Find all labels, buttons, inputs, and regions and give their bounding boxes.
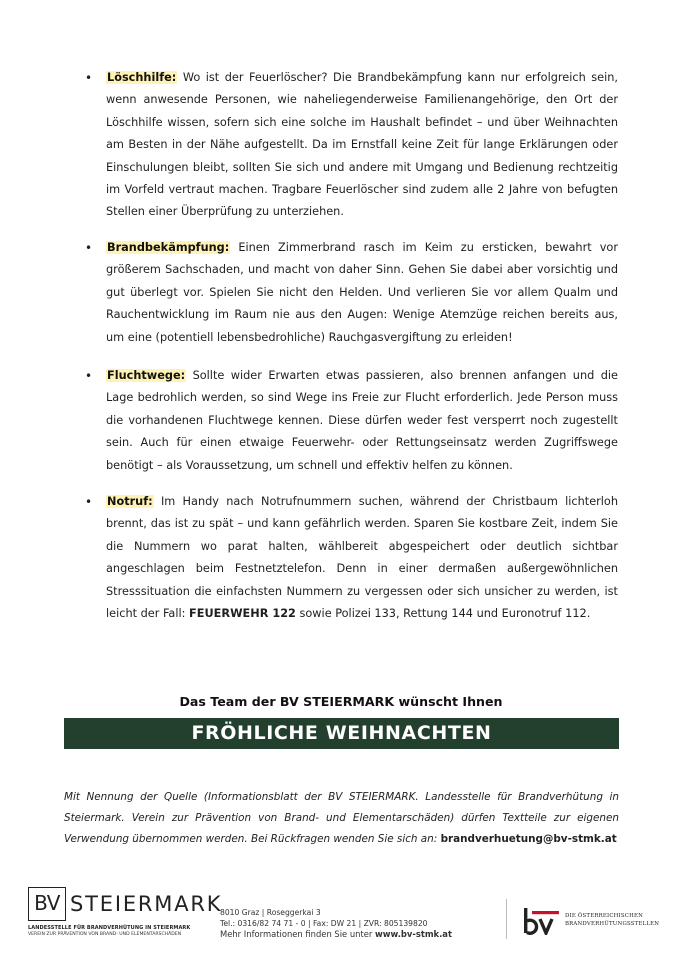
list-item-notruf xyxy=(82,491,618,625)
contact-line: Tel.: 0316/82 74 71 - 0 | Fax: DW 21 | ZVR: 805139820 xyxy=(220,919,428,928)
more-info-line xyxy=(220,929,452,940)
source-text: Mit Nennung der Quelle (Informationsblatt der BV STEIERMARK. Landesstelle für Brandverhütung in Steiermark. Verein zur Prävention von Brand- und Elementarschäden) dürfen Textteile zur eigenen Verwendung übernommen werden. Bei Rückfragen wenden Sie sich an: xyxy=(64,791,619,845)
bullet-icon: • xyxy=(85,71,93,85)
item-text: Im Handy nach Notrufnummern suchen, während der Christbaum lichterloh brennt, das ist zu spät – und kann gefährlich werden. Sparen Sie kostbare Zeit, indem Sie die Nummern wo parat halten, wählbereit abgespeichert oder deutlich sichtbar angeschlagen beim Festnetztelefon. Denn in einer dermaßen außergewöhnlichen Stresssituation die einfachsten Nummern zu vergessen oder sich unsicher zu werden, ist leicht der Fall: xyxy=(106,495,618,621)
bv-logo-mark: BV xyxy=(28,887,66,921)
logo-subtagline: VEREIN ZUR PRÄVENTION VON BRAND- UND ELEMENTARSCHÄDEN xyxy=(28,932,182,937)
address-line: 8010 Graz | Roseggerkai 3 xyxy=(220,908,321,917)
item-text: Sollte wider Erwarten etwas passieren, also brennen anfangen und die Lage bedrohlich werden, so sind Wege ins Freie zur Flucht erforderlich. Jede Person muss die vorhandenen Fluchtwege kennen. Diese dürfen weder fest versperrt noch zugestellt sein. Auch für einen etwaige Feuerwehr- oder Rettungseinsatz werden Zugriffswege benötigt – als Voraussetzung, um schnell und effektiv helfen zu können. xyxy=(106,369,618,472)
footer-address xyxy=(220,907,452,940)
bullet-icon: • xyxy=(85,241,93,255)
christmas-banner: FRÖHLICHE WEIHNACHTEN xyxy=(64,718,619,749)
footer-divider xyxy=(506,899,507,939)
item-text: Einen Zimmerbrand rasch im Keim zu ersticken, bewahrt vor größerem Sachschaden, und macht von daher Sinn. Gehen Sie dabei aber vorsichtig und gut überlegt vor. Spielen Sie nicht den Helden. Und verlieren Sie vor allem Qualm und Rauchentwicklung im Raum nie aus den Augen: Wenige Atemzüge reichen bereits aus, um eine (potentiell lebensbedrohliche) Rauchgasvergiftung zu erleiden! xyxy=(106,241,618,344)
source-note xyxy=(64,787,619,850)
bullet-icon: • xyxy=(85,369,93,383)
more-info-text: Mehr Informationen finden Sie unter xyxy=(220,929,376,939)
item-tail: sowie Polizei 133, Rettung 144 und Euronotruf 112. xyxy=(295,607,591,621)
contact-email[interactable]: brandverhuetung@bv-stmk.at xyxy=(440,833,617,845)
footer xyxy=(0,885,682,955)
item-text: Wo ist der Feuerlöscher? Die Brandbekämpfung kann nur erfolgreich sein, wenn anwesende Personen, wie naheliegenderweise Familienangehörige, den Ort der Löschhilfe wissen, sofern sich eine solche im Haushalt befindet – und über Weihnachten am Besten in der Nähe aufgestellt. Da im Ernstfall keine Zeit für lange Erklärungen oder Einschulungen bleibt, sollten Sie sich und andere mit Umgang und Bedienung rechtzeitig im Vorfeld vertraut machen. Tragbare Feuerlöscher sind zudem alle 2 Jahre von befugten Stellen einer Überprüfung zu unterziehen. xyxy=(106,71,618,219)
list-item-fluchtwege xyxy=(82,365,618,477)
item-label: Fluchtwege: xyxy=(107,369,186,382)
item-label: Löschhilfe: xyxy=(107,71,177,84)
list-item-brandbekaempfung xyxy=(82,237,618,349)
item-label: Brandbekämpfung: xyxy=(107,241,230,254)
logo-tagline: LANDESSTELLE FÜR BRANDVERHÜTUNG IN STEIERMARK xyxy=(28,925,191,931)
org-line1: DIE ÖSTERREICHISCHEN xyxy=(565,913,644,919)
org-name xyxy=(565,912,659,928)
list-item-loeschhilfe xyxy=(82,67,618,224)
team-greeting: Das Team der BV STEIERMARK wünscht Ihnen xyxy=(179,694,503,709)
website-link[interactable]: www.bv-stmk.at xyxy=(375,929,452,939)
bv-red-logo-icon xyxy=(522,907,560,935)
bullet-icon: • xyxy=(85,495,93,509)
emergency-number: FEUERWEHR 122 xyxy=(189,607,296,621)
logo-wordmark: STEIERMARK xyxy=(70,892,223,916)
item-label: Notruf: xyxy=(107,495,153,508)
org-line2: BRANDVERHÜTUNGSSTELLEN xyxy=(565,921,660,927)
